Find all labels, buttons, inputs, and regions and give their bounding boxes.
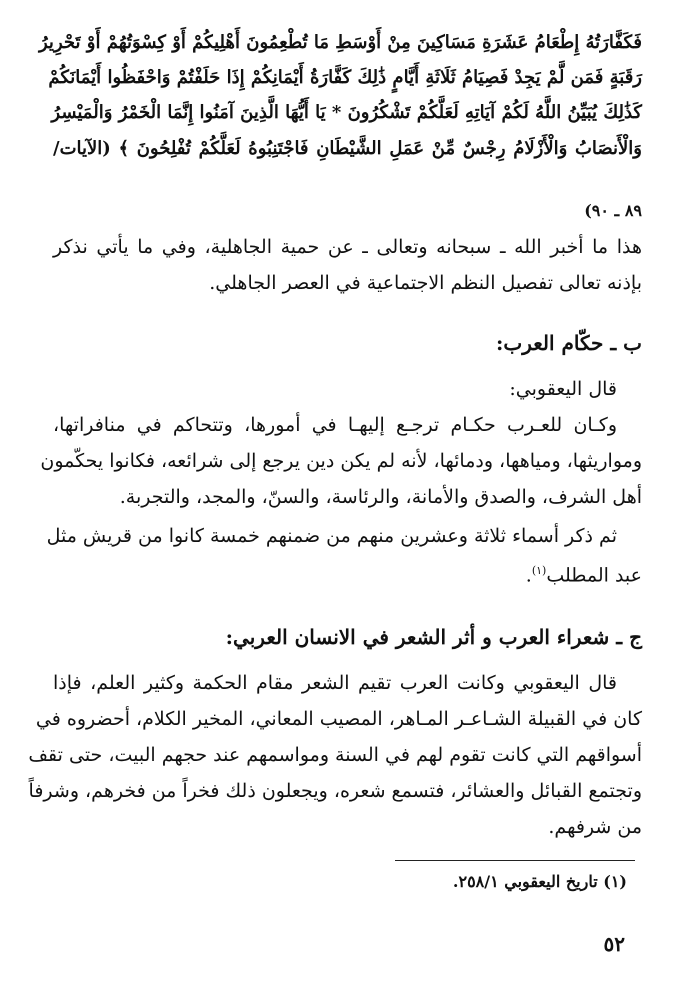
section-b-source: قال اليعقوبي: — [509, 378, 617, 400]
page-number: ٥٢ — [603, 932, 625, 956]
section-c-line-1: قال اليعقوبي وكانت العرب تقيم الشعر مقام الحكمة وكثير العلم، فإذا — [53, 672, 617, 694]
footnote-text: (١) تاريخ اليعقوبي ٢٥٨/١. — [452, 872, 627, 891]
section-c-heading: ج ـ شعراء العرب و أثر الشعر في الانسان العربي: — [225, 625, 642, 649]
section-b-followup-2 — [526, 556, 642, 590]
quran-line-3: كَذَٰلِكَ يُبَيِّنُ اللَّهُ لَكُمْ آيَاتِهِ لَعَلَّكُمْ تَشْكُرُونَ * يَا أَيُّهَا الَّذِينَ آمَنُوا إِنَّمَا الْخَمْرُ وَالْمَيْسِرُ — [51, 102, 642, 123]
quran-line-1: فَكَفَّارَتُهُ إِطْعَامُ عَشَرَةِ مَسَاكِينَ مِنْ أَوْسَطِ مَا تُطْعِمُونَ أَهْلِيكُمْ أَوْ كِسْوَتُهُمْ أَوْ تَحْرِيرُ — [39, 32, 642, 53]
section-b-line-2: ومواريثها، ومياهها، ودمائها، لأنه لم يكن دين يرجع إلى شرائعه، فكانوا يحكّمون — [40, 450, 642, 472]
quran-line-4: وَالْأَنصَابُ وَالْأَزْلَامُ رِجْسٌ مِّنْ عَمَلِ الشَّيْطَانِ فَاجْتَنِبُوهُ لَعَلَّكُمْ تُفْلِحُونَ ﴾ (الآيات/ — [53, 138, 642, 159]
section-c-line-5: من شرفهم. — [548, 816, 642, 838]
quran-line-2: رَقَبَةٍ فَمَن لَّمْ يَجِدْ فَصِيَامُ ثَلَاثَةِ أَيَّامٍ ذَٰلِكَ كَفَّارَةُ أَيْمَانِكُمْ إِذَا حَلَفْتُمْ وَاحْفَظُوا أَيْمَانَكُمْ — [48, 67, 642, 88]
section-c-line-2: كان في القبيلة الشـاعـر المـاهر، المصيب المعاني، المخير الكلام، أحضروه في — [35, 708, 642, 730]
sentence-end: . — [525, 564, 532, 587]
intro-line-2: بإذنه تعالى تفصيل النظم الاجتماعية في العصر الجاهلي. — [209, 272, 642, 294]
footnote-divider — [395, 860, 635, 861]
section-b-followup-1: ثم ذكر أسماء ثلاثة وعشرين منهم من ضمنهم خمسة كانوا من قريش مثل — [46, 525, 617, 547]
intro-line-1: هذا ما أخبر الله ـ سبحانه وتعالى ـ عن حمية الجاهلية، وفي ما يأتي نذكر — [53, 236, 642, 258]
footnote-marker: (١) — [531, 564, 547, 577]
section-b-heading: ب ـ حكّام العرب: — [495, 331, 642, 355]
section-c-line-4: وتجتمع القبائل والعشائر، فتسمع شعره، ويجعلون ذلك فخراً من فخرهم، وشرفاً — [28, 780, 642, 802]
section-c-line-3: أسواقهم التي كانت تقوم لهم في السنة ومواسمهم عند حجهم البيت، حتى تقف — [28, 744, 642, 766]
verse-reference: ٨٩ ـ ٩٠) — [584, 201, 642, 220]
section-b-line-1: وكـان للعـرب حكـام ترجـع إليهـا في أمورها، وتتحاكم في منافراتها، — [53, 414, 617, 436]
abd-al-muttalib-text: عبد المطلب — [546, 564, 642, 587]
section-b-line-3: أهل الشرف، والصدق والأمانة، والرئاسة، والسنّ، والمجد، والتجربة. — [119, 486, 642, 508]
